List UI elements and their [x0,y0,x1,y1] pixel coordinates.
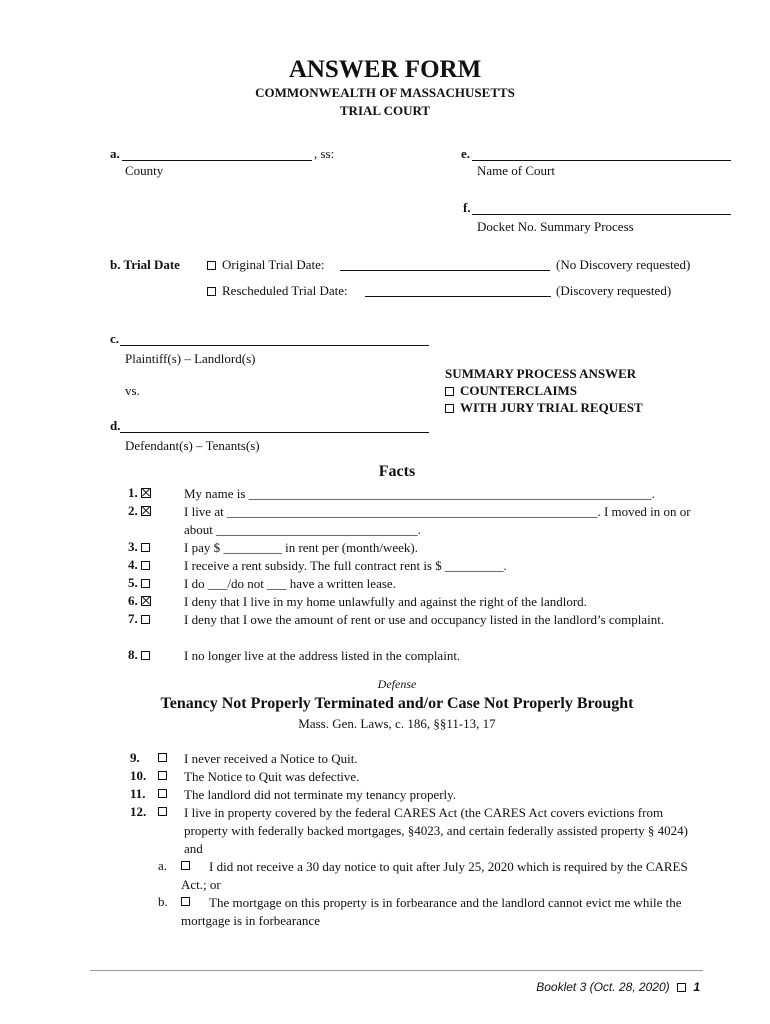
defense-checkbox[interactable] [158,807,167,816]
fact-text: I deny that I live in my home unlawfully and against the right of the landlord. [184,594,587,609]
vs-text: vs. [125,383,140,398]
footer-text: Booklet 3 (Oct. 28, 2020) [536,980,670,994]
defense-text: The landlord did not terminate my tenancy properly. [184,787,457,802]
original-trial-label: Original Trial Date: [222,257,325,272]
fact-checkbox[interactable] [141,561,150,570]
rescheduled-trial-checkbox[interactable] [207,287,216,296]
original-trial-date-line[interactable] [340,270,550,271]
trial-court-heading: TRIAL COURT [339,103,431,118]
fact-checkbox-checked[interactable] [141,488,151,498]
jury-trial-label: WITH JURY TRIAL REQUEST [460,400,643,415]
fact-number [128,503,168,519]
defendant-input-line[interactable] [120,432,429,433]
fact-number-label: 7. [128,611,138,626]
fact-number-label: 5. [128,575,138,590]
county-caption: County [125,163,164,178]
defendant-label-d: d. [110,418,121,433]
fact-checkbox-checked[interactable] [141,506,151,516]
fact-number [128,647,168,663]
docket-caption: Docket No. Summary Process [477,219,634,234]
defense-text: I never received a Notice to Quit. [184,751,358,766]
defense-subitem-text: I did not receive a 30 day notice to quit after July 25, 2020 which is required by the CARES Act.; or [181,859,688,892]
no-discovery-note: (No Discovery requested) [556,257,691,272]
jury-trial-option[interactable] [445,400,643,416]
fact-number [128,593,168,609]
page-number: 1 [693,980,700,994]
rescheduled-trial-label: Rescheduled Trial Date: [222,283,348,298]
docket-label-f: f. [463,200,471,215]
fact-checkbox[interactable] [141,543,150,552]
trial-date-label: b. Trial Date [110,257,180,272]
fact-number [128,611,168,627]
defense-checkbox[interactable] [158,753,167,762]
fact-text: I pay $ _________ in rent per (month/week). [184,540,418,555]
fact-text: I live at _________________________________________________________. I moved in on or about _______________________________. [184,504,691,537]
original-trial-checkbox[interactable] [207,261,216,270]
defense-label: Defense [377,677,417,691]
counterclaims-option[interactable] [445,383,577,399]
jury-trial-checkbox[interactable] [445,404,454,413]
defense-subitem-label: b. [158,894,168,909]
footer [536,980,700,994]
fact-number-label: 4. [128,557,138,572]
counterclaims-checkbox[interactable] [445,387,454,396]
defense-heading: Tenancy Not Properly Terminated and/or Case Not Properly Brought [160,695,634,712]
fact-checkbox-checked[interactable] [141,596,151,606]
court-label-e: e. [461,146,471,161]
fact-checkbox[interactable] [141,579,150,588]
fact-number-label: 2. [128,503,138,518]
page-title: ANSWER FORM [288,56,482,83]
fact-text: I receive a rent subsidy. The full contract rent is $ _________. [184,558,507,573]
fact-text: I deny that I owe the amount of rent or use and occupancy listed in the landlord’s complaint. [184,612,665,627]
fact-number [128,485,168,501]
original-trial-date-option[interactable] [207,257,325,273]
fact-number-label: 1. [128,485,138,500]
discovery-note: (Discovery requested) [556,283,672,298]
plaintiff-caption: Plaintiff(s) – Landlord(s) [125,351,256,366]
ss-text: , ss: [314,146,335,161]
plaintiff-label-c: c. [110,331,120,346]
defense-text: I live in property covered by the federal CARES Act (the CARES Act covers evictions from property with federally backed mortgages, §4023, and certain federally assisted property § 4024) and [184,805,688,856]
fact-number-label: 6. [128,593,138,608]
rescheduled-trial-date-option[interactable] [207,283,348,299]
fact-text: I do ___/do not ___ have a written lease. [184,576,396,591]
defense-text: The Notice to Quit was defective. [184,769,360,784]
fact-text: My name is ______________________________________________________________. [184,486,655,501]
defense-subitem-label: a. [158,858,168,873]
facts-heading: Facts [378,463,416,480]
commonwealth-heading: COMMONWEALTH OF MASSACHUSETTS [255,85,515,100]
defendant-caption: Defendant(s) – Tenants(s) [125,438,260,453]
rescheduled-trial-date-line[interactable] [365,296,551,297]
footer-box-icon [677,983,686,992]
defense-number: 12. [130,804,147,819]
summary-process-title: SUMMARY PROCESS ANSWER [445,366,637,381]
fact-text: I no longer live at the address listed in the complaint. [184,648,461,663]
defense-checkbox[interactable] [158,789,167,798]
defense-number: 9. [130,750,140,765]
fact-number-label: 8. [128,647,138,662]
fact-number [128,539,168,555]
court-name-caption: Name of Court [477,163,555,178]
footer-rule [90,970,703,971]
counterclaims-label: COUNTERCLAIMS [460,383,578,398]
fact-checkbox[interactable] [141,651,150,660]
county-label-a: a. [110,146,120,161]
fact-number-label: 3. [128,539,138,554]
fact-checkbox[interactable] [141,615,150,624]
defense-citation: Mass. Gen. Laws, c. 186, §§11-13, 17 [298,716,496,731]
plaintiff-input-line[interactable] [120,345,429,346]
court-name-input-line[interactable] [472,160,731,161]
docket-input-line[interactable] [472,214,731,215]
defense-number: 10. [130,768,147,783]
defense-number: 11. [130,786,146,801]
county-input-line[interactable] [122,160,312,161]
defense-checkbox[interactable] [158,771,167,780]
fact-number [128,557,168,573]
fact-number [128,575,168,591]
defense-subitem-text: The mortgage on this property is in forbearance and the landlord cannot evict me while the mortgage is in forbearance [181,895,682,928]
